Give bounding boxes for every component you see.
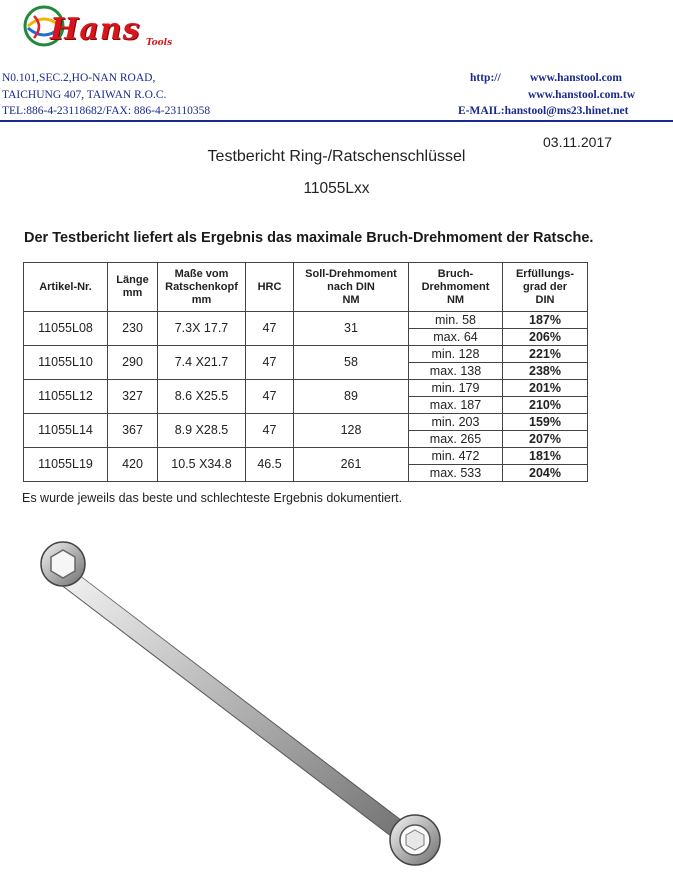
company-logo	[16, 2, 186, 60]
cell-dimensions: 7.3X 17.7	[158, 312, 246, 346]
cell-target: 261	[294, 448, 409, 482]
cell-hrc: 47	[246, 414, 294, 448]
cell-min-pct: 187%	[503, 312, 588, 329]
results-table	[23, 262, 588, 482]
table-row	[24, 346, 588, 363]
cell-dimensions: 7.4 X21.7	[158, 346, 246, 380]
table-row	[24, 414, 588, 431]
cell-length: 420	[108, 448, 158, 482]
header-break-torque: Bruch- Drehmoment NM	[409, 263, 503, 312]
cell-max-pct: 204%	[503, 465, 588, 482]
logo-suffix: Tools	[146, 38, 173, 48]
cell-max: max. 187	[409, 397, 503, 414]
cell-length: 367	[108, 414, 158, 448]
cell-length: 230	[108, 312, 158, 346]
cell-hrc: 47	[246, 346, 294, 380]
cell-length: 327	[108, 380, 158, 414]
address-line-1: N0.101,SEC.2,HO-NAN ROAD,	[2, 72, 156, 84]
cell-min-pct: 159%	[503, 414, 588, 431]
wrench-shaft	[56, 568, 418, 846]
cell-min-pct: 221%	[503, 346, 588, 363]
cell-min: min. 179	[409, 380, 503, 397]
cell-hrc: 46.5	[246, 448, 294, 482]
cell-dimensions: 8.6 X25.5	[158, 380, 246, 414]
report-date: 03.11.2017	[543, 134, 613, 150]
cell-target: 58	[294, 346, 409, 380]
cell-max-pct: 206%	[503, 329, 588, 346]
cell-min-pct: 181%	[503, 448, 588, 465]
cell-article: 11055L12	[24, 380, 108, 414]
intro-text: Der Testbericht liefert als Ergebnis das maximale Bruch-Drehmoment der Ratsche.	[24, 230, 594, 246]
cell-min: min. 203	[409, 414, 503, 431]
cell-dimensions: 10.5 X34.8	[158, 448, 246, 482]
address-line-2: TAICHUNG 407, TAIWAN R.O.C.	[2, 89, 167, 101]
cell-length: 290	[108, 346, 158, 380]
cell-max-pct: 238%	[503, 363, 588, 380]
cell-target: 128	[294, 414, 409, 448]
website-link-2[interactable]: www.hanstool.com.tw	[528, 89, 636, 101]
table-row	[24, 448, 588, 465]
cell-article: 11055L10	[24, 346, 108, 380]
website-link-1[interactable]: www.hanstool.com	[530, 72, 623, 84]
cell-hrc: 47	[246, 312, 294, 346]
table-header-row	[24, 263, 588, 312]
http-label: http://	[470, 72, 501, 84]
header-fulfilment: Erfüllungs- grad der DIN	[503, 263, 588, 312]
header-dimensions: Maße vom Ratschenkopf mm	[158, 263, 246, 312]
cell-min: min. 58	[409, 312, 503, 329]
cell-max: max. 265	[409, 431, 503, 448]
cell-min-pct: 201%	[503, 380, 588, 397]
cell-min: min. 472	[409, 448, 503, 465]
document-title: Testbericht Ring-/Ratschenschlüssel	[207, 148, 466, 165]
wrench-ratchet-head	[390, 815, 440, 865]
cell-max-pct: 210%	[503, 397, 588, 414]
cell-max: max. 64	[409, 329, 503, 346]
table-row	[24, 312, 588, 329]
cell-article: 11055L08	[24, 312, 108, 346]
cell-article: 11055L14	[24, 414, 108, 448]
cell-dimensions: 8.9 X28.5	[158, 414, 246, 448]
document-subtitle: 11055Lxx	[303, 180, 370, 197]
cell-article: 11055L19	[24, 448, 108, 482]
table-row	[24, 380, 588, 397]
logo-brand: Hans	[50, 12, 141, 47]
phone-fax: TEL:886-4-23118682/FAX: 886-4-23110358	[2, 105, 211, 117]
wrench-ring-head	[41, 542, 85, 586]
wrench-photo	[30, 528, 460, 878]
cell-min: min. 128	[409, 346, 503, 363]
cell-target: 31	[294, 312, 409, 346]
header-target-torque: Soll-Drehmoment nach DIN NM	[294, 263, 409, 312]
cell-max: max. 533	[409, 465, 503, 482]
header-length: Länge mm	[108, 263, 158, 312]
cell-max: max. 138	[409, 363, 503, 380]
cell-hrc: 47	[246, 380, 294, 414]
footnote: Es wurde jeweils das beste und schlechteste Ergebnis dokumentiert.	[22, 491, 403, 505]
header-hrc: HRC	[246, 263, 294, 312]
header-divider	[0, 120, 673, 122]
header-article: Artikel-Nr.	[24, 263, 108, 312]
cell-target: 89	[294, 380, 409, 414]
cell-max-pct: 207%	[503, 431, 588, 448]
email-link[interactable]: E-MAIL:hanstool@ms23.hinet.net	[458, 105, 629, 117]
